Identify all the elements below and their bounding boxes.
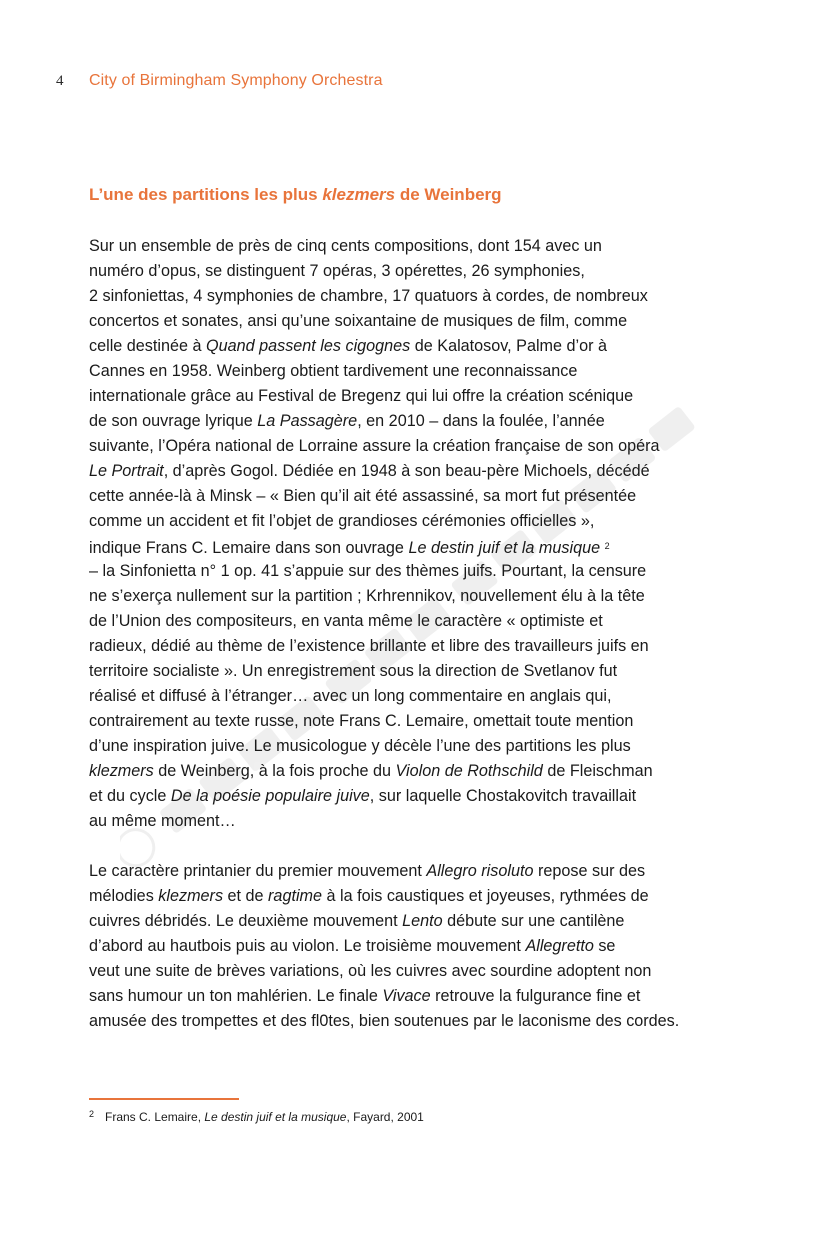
text-line: radieux, dédié au thème de l’existence brillante et libre des travailleurs juifs en xyxy=(89,637,649,655)
italic-term: Allegro risoluto xyxy=(426,862,534,880)
italic-title: De la poésie populaire juive xyxy=(170,787,370,805)
italic-title: Violon de Rothschild xyxy=(395,762,543,780)
page-number: 4 xyxy=(56,73,64,89)
text-line: Sur un ensemble de près de cinq cents compositions, dont 154 avec un xyxy=(89,237,602,255)
text-run: repose sur des xyxy=(533,862,646,880)
text-run: , d’après Gogol. Dédiée en 1948 à son beau-père Michoels, décédé xyxy=(163,462,650,480)
text-run: mélodies xyxy=(89,887,159,905)
text-run: de Kalatosov, Palme d’or à xyxy=(410,337,608,355)
section-title xyxy=(89,185,502,205)
text-line: d’une inspiration juive. Le musicologue y décèle l’une des partitions les plus xyxy=(89,737,631,755)
text-run: indique Frans C. Lemaire dans son ouvrage xyxy=(89,539,409,557)
text-line xyxy=(89,859,749,884)
italic-term: ragtime xyxy=(268,887,323,905)
italic-title: La Passagère xyxy=(257,412,358,430)
section-title-text-end: de Weinberg xyxy=(395,185,502,204)
running-header: City of Birmingham Symphony Orchestra xyxy=(89,72,383,89)
text-run: , en 2010 – dans la foulée, l’année xyxy=(357,412,605,430)
text-line xyxy=(89,884,749,909)
text-line: comme un accident et fit l’objet de grandioses cérémonies officielles », xyxy=(89,512,595,530)
text-line: contrairement au texte russe, note Frans C. Lemaire, omettait toute mention xyxy=(89,712,634,730)
italic-title: Le destin juif et la musique xyxy=(408,539,601,557)
text-line: numéro d’opus, se distinguent 7 opéras, 3 opérettes, 26 symphonies, xyxy=(89,262,585,280)
italic-term: Allegretto xyxy=(525,937,594,955)
text-run: retrouve la fulgurance fine et xyxy=(430,987,641,1005)
text-run: de son ouvrage lyrique xyxy=(89,412,258,430)
text-line xyxy=(89,759,749,784)
text-run: de Fleischman xyxy=(542,762,653,780)
footnote-italic-title: Le destin juif et la musique xyxy=(204,1110,347,1124)
text-run: , sur laquelle Chostakovitch travaillait xyxy=(369,787,637,805)
text-line: Cannes en 1958. Weinberg obtient tardivement une reconnaissance xyxy=(89,362,578,380)
text-run: et de xyxy=(223,887,269,905)
body-text xyxy=(89,234,749,1034)
footnote-text-end: , Fayard, 2001 xyxy=(346,1110,424,1124)
text-run: et du cycle xyxy=(89,787,171,805)
text-run: sans humour un ton mahlérien. Le finale xyxy=(89,987,383,1005)
italic-term: Lento xyxy=(402,912,443,930)
text-line: suivante, l’Opéra national de Lorraine assure la création française de son opéra xyxy=(89,437,660,455)
text-line xyxy=(89,534,749,559)
text-line: cette année-là à Minsk – « Bien qu’il ait été assassiné, sa mort fut présentée xyxy=(89,487,637,505)
text-line: réalisé et diffusé à l’étranger… avec un long commentaire en anglais qui, xyxy=(89,687,612,705)
text-line xyxy=(89,334,749,359)
footnote-text: Frans C. Lemaire, xyxy=(105,1110,205,1124)
text-line: territoire socialiste ». Un enregistrement sous la direction de Svetlanov fut xyxy=(89,662,618,680)
italic-term: klezmers xyxy=(89,762,154,780)
text-line: ne s’exerça nullement sur la partition ; Krhrennikov, nouvellement élu à la tête xyxy=(89,587,645,605)
footnote xyxy=(89,1109,424,1124)
text-line: veut une suite de brèves variations, où les cuivres avec sourdine adoptent non xyxy=(89,962,652,980)
footnote-reference[interactable]: 2 xyxy=(604,541,610,551)
text-line: 2 sinfoniettas, 4 symphonies de chambre, 17 quatuors à cordes, de nombreux xyxy=(89,287,648,305)
italic-title: Quand passent les cigognes xyxy=(206,337,411,355)
text-line xyxy=(89,909,749,934)
text-run: Le caractère printanier du premier mouvement xyxy=(89,862,427,880)
text-line: – la Sinfonietta n° 1 op. 41 s’appuie sur des thèmes juifs. Pourtant, la censure xyxy=(89,562,647,580)
text-run: d’abord au hautbois puis au violon. Le troisième mouvement xyxy=(89,937,526,955)
italic-title: Le Portrait xyxy=(89,462,164,480)
text-line xyxy=(89,984,749,1009)
italic-term: Vivace xyxy=(382,987,431,1005)
text-line xyxy=(89,784,749,809)
text-run: celle destinée à xyxy=(89,337,206,355)
text-run: cuivres débridés. Le deuxième mouvement xyxy=(89,912,403,930)
section-title-italic: klezmers xyxy=(322,185,396,204)
text-run: débute sur une cantilène xyxy=(442,912,625,930)
text-line: internationale grâce au Festival de Bregenz qui lui offre la création scénique xyxy=(89,387,634,405)
text-run: de Weinberg, à la fois proche du xyxy=(153,762,396,780)
footnote-divider xyxy=(89,1098,239,1100)
text-run: à la fois caustiques et joyeuses, rythmées de xyxy=(322,887,649,905)
text-line: de l’Union des compositeurs, en vanta même le caractère « optimiste et xyxy=(89,612,603,630)
text-run: se xyxy=(593,937,616,955)
text-line: amusée des trompettes et des fl0tes, bien soutenues par le laconisme des cordes. xyxy=(89,1012,680,1030)
text-line xyxy=(89,409,749,434)
text-line: concertos et sonates, ansi qu’une soixantaine de musiques de film, comme xyxy=(89,312,628,330)
text-line: au même moment… xyxy=(89,812,236,830)
text-line xyxy=(89,934,749,959)
text-line xyxy=(89,459,749,484)
paragraph-gap xyxy=(89,834,749,859)
italic-term: klezmers xyxy=(158,887,224,905)
section-title-text: L’une des partitions les plus xyxy=(89,185,323,204)
footnote-number: 2 xyxy=(89,1109,95,1119)
